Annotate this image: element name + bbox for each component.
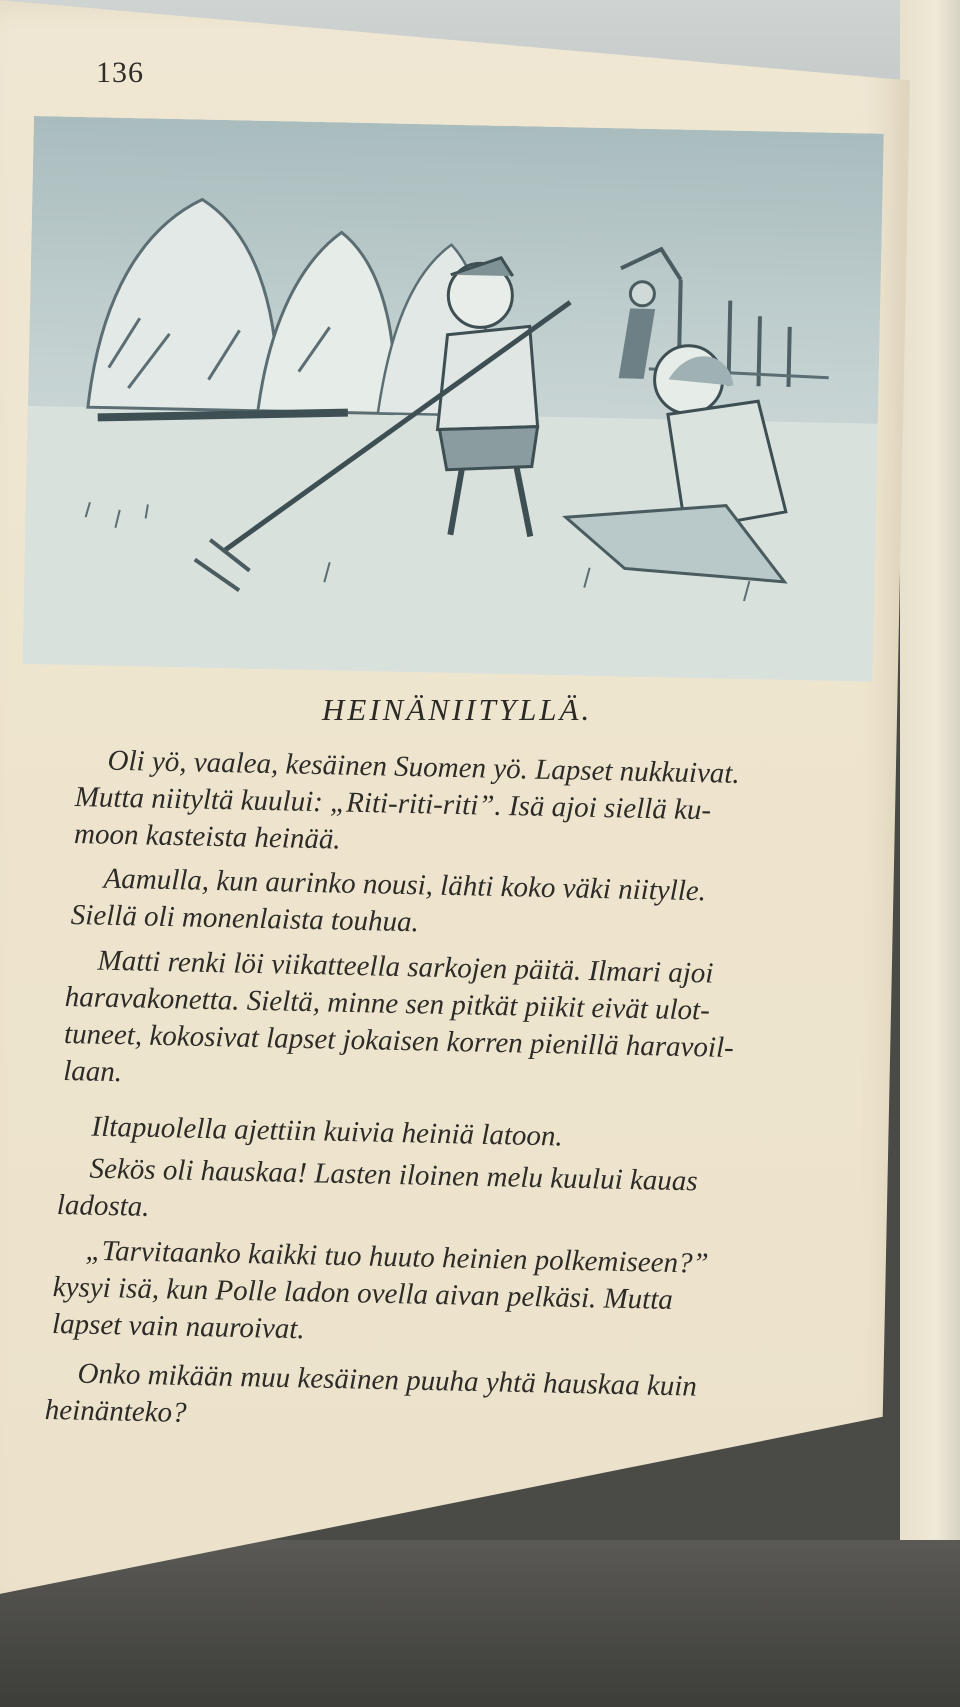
text-line: Sekös oli hauskaa! Lasten iloinen melu kuului kauas <box>89 1152 698 1198</box>
paragraph-3 <box>63 942 866 1107</box>
text-line: Iltapuolella ajettiin kuivia heiniä latoon. <box>91 1110 564 1153</box>
text-line: „Tarvitaanko kaikki tuo huuto heinien polkemiseen?” <box>85 1234 709 1280</box>
text-line: Aamulla, kun aurinko nousi, lähti koko väki niitylle. <box>103 862 707 908</box>
table-surface <box>0 1540 960 1707</box>
text-line: haravakonetta. Sieltä, minne sen pitkät piikit eivät ulot- <box>64 980 711 1027</box>
text-line: Onko mikään muu kesäinen puuha yhtä hauskaa kuin <box>77 1357 698 1403</box>
text-line: Oli yö, vaalea, kesäinen Suomen yö. Lapset nukkuivat. <box>107 744 741 790</box>
text-line: Siellä oli monenlaista touhua. <box>70 898 420 939</box>
text-line: kysyi isä, kun Polle ladon ovella aivan pelkäsi. Mutta <box>52 1270 674 1316</box>
story-title: HEINÄNIITYLLÄ. <box>322 692 593 727</box>
text-line: lapset vain nauroivat. <box>51 1307 306 1346</box>
text-line: Matti renki löi viikatteella sarkojen päitä. Ilmari ajoi <box>97 944 714 990</box>
haymaking-children-illustration-icon <box>23 116 884 682</box>
page-number: 136 <box>96 56 144 89</box>
text-line: ladosta. <box>56 1188 150 1223</box>
text-line: Mutta niityltä kuului: „Riti-riti-riti”. Isä ajoi siellä ku- <box>74 780 712 827</box>
text-line: tuneet, kokosivat lapset jokaisen korren pienillä haravoil- <box>63 1017 735 1065</box>
text-line: laan. <box>62 1054 123 1089</box>
paragraph-1 <box>74 742 876 870</box>
text-line: moon kasteista heinää. <box>73 817 341 856</box>
text-line: heinänteko? <box>44 1393 187 1429</box>
facing-page-edge <box>900 0 960 1540</box>
paragraph-6 <box>52 1232 854 1360</box>
